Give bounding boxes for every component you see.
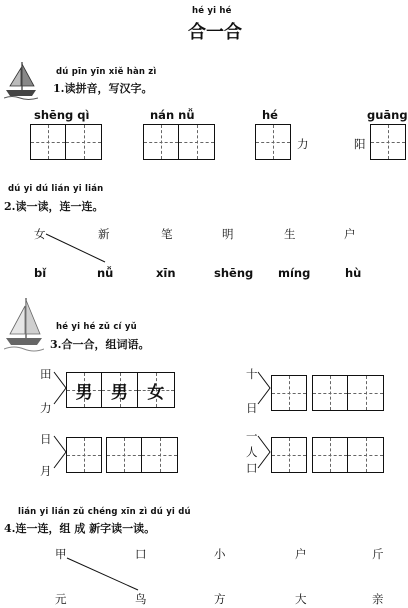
pinyin-item[interactable]: hù	[345, 266, 362, 280]
item4-prefix: 阳	[354, 137, 366, 151]
pinyin-item[interactable]: nǚ	[97, 266, 114, 280]
char-item[interactable]: 明	[222, 227, 234, 241]
component-char: 田	[40, 367, 52, 381]
char-item[interactable]: 大	[295, 592, 307, 606]
grid-char: 女	[147, 382, 165, 403]
char-item[interactable]: 方	[214, 592, 226, 606]
grid-char: 男	[111, 382, 129, 403]
section4-pinyin: lián yi lián zǔ chéng xīn zì dú yi dú	[18, 507, 191, 517]
component-char: 一	[246, 429, 258, 443]
char-item[interactable]: 元	[55, 592, 67, 606]
section4-heading: 4.连一连，组 成 新字读一读。	[4, 522, 156, 535]
item2-pinyin: nán nǚ	[150, 108, 195, 122]
component-char: 日	[40, 432, 52, 446]
char-item[interactable]: 笔	[161, 227, 173, 241]
pinyin-item[interactable]: xīn	[156, 266, 176, 280]
section3-heading: 3.合一合，组词语。	[50, 338, 150, 351]
component-char: 十	[246, 367, 258, 381]
component-char: 人	[246, 445, 258, 459]
title-pinyin: hé yi hé	[192, 6, 232, 16]
char-item[interactable]: 鸟	[135, 592, 147, 606]
section3-pinyin: hé yi hé zǔ cí yǔ	[56, 322, 137, 332]
section2-heading: 2.读一读，连一连。	[4, 200, 104, 213]
pinyin-item[interactable]: bǐ	[34, 266, 47, 280]
page-title: 合一合	[188, 22, 242, 43]
item3-suffix: 力	[297, 137, 309, 151]
char-item[interactable]: 生	[284, 227, 296, 241]
item4-pinyin: guāng	[367, 108, 408, 122]
component-char: 月	[40, 464, 52, 478]
char-item[interactable]: 小	[214, 547, 226, 561]
char-item[interactable]: 户	[295, 547, 307, 561]
char-item[interactable]: 斤	[372, 547, 384, 561]
section2-pinyin: dú yi dú lián yi lián	[8, 184, 104, 194]
grid-char: 男	[75, 382, 93, 403]
char-item[interactable]: 新	[98, 227, 110, 241]
component-char: 日	[246, 401, 258, 415]
pinyin-item[interactable]: míng	[278, 266, 311, 280]
char-item[interactable]: 口	[135, 547, 147, 561]
section1-heading: 1.读拼音，写汉字。	[53, 82, 153, 95]
item1-pinyin: shēng qì	[34, 108, 90, 122]
char-item[interactable]: 甲	[55, 547, 67, 561]
pinyin-item[interactable]: shēng	[214, 266, 254, 280]
char-item[interactable]: 亲	[372, 592, 384, 606]
char-item[interactable]: 女	[34, 227, 46, 241]
component-char: 力	[40, 401, 52, 415]
item3-pinyin: hé	[262, 108, 278, 122]
char-item[interactable]: 户	[344, 227, 356, 241]
word-grid-1[interactable]	[66, 372, 175, 408]
section1-pinyin: dú pīn yīn xiě hàn zì	[56, 67, 157, 77]
component-char: 口	[246, 461, 258, 475]
